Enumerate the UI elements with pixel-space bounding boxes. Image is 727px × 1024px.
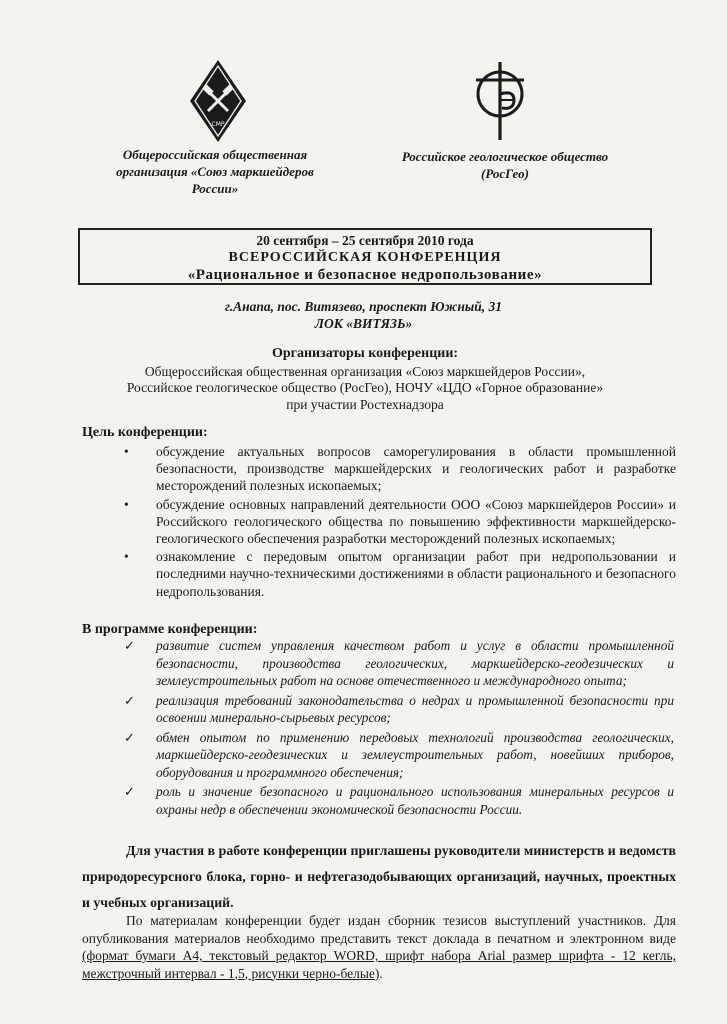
left-org-line-3: России» <box>191 181 239 196</box>
conference-banner <box>78 228 652 285</box>
right-org-line-2: (РосГео) <box>481 166 529 181</box>
organizers-heading: Организаторы конференции: <box>271 346 459 361</box>
organizers-line-3: при участии Ростехнадзора <box>286 396 444 412</box>
checkmark-icon: ✓ <box>124 729 135 745</box>
left-organization-name <box>90 146 340 197</box>
program-heading: В программе конференции: <box>82 622 258 637</box>
conference-type: ВСЕРОССИЙСКАЯ КОНФЕРЕНЦИЯ <box>228 250 502 265</box>
checkmark-icon: ✓ <box>124 692 135 708</box>
goal-text: обсуждение актуальных вопросов саморегулирования в области промышленной безопасности, производстве маркшейдерских и геологических работ и разработке месторождений полезных ископаемых; <box>156 444 676 494</box>
right-organization-name <box>380 148 630 182</box>
left-org-line-2: организация «Союз маркшейдеров <box>116 164 314 179</box>
goal-text: ознакомление с передовым опытом организации работ при недропользовании и последними научно-техническими достижениями в области рационального и безопасного недропользования. <box>156 549 676 599</box>
checkmark-icon: ✓ <box>124 784 135 799</box>
right-org-line-1: Российское геологическое общество <box>401 149 609 164</box>
rosgeo-emblem-icon <box>470 58 530 142</box>
list-item <box>122 783 674 818</box>
program-text: развитие систем управления качеством работ и услуг в области промышленной безопасности, производства геологических, маркшейдерско-геодезических и землеустроительных работ на основе отечественного и международного опыта; <box>156 638 674 688</box>
left-logo-text: СМР <box>211 121 225 128</box>
list-item <box>118 548 676 600</box>
left-org-line-1: Общероссийская общественная <box>122 147 308 162</box>
publication-paragraph <box>82 912 676 982</box>
goal-text: обсуждение основных направлений деятельности ООО «Союз маркшейдеров России» и Российского геологического общества по повышению эффективности маркшейдерско-геологического обеспечения разработки месторождений полезных ископаемых; <box>156 496 676 547</box>
bullet-icon: • <box>124 496 129 512</box>
list-item <box>118 443 676 495</box>
bullet-icon: • <box>124 549 129 565</box>
venue-place: ЛОК «ВИТЯЗЬ» <box>314 316 413 331</box>
organizers-section <box>100 346 630 413</box>
invitation-paragraph: Для участия в работе конференции приглашены руководители министерств и ведомств природоресурсного блока, горно- и нефтегазодобывающих организаций, научных, проектных и учебных организаций. <box>82 843 676 910</box>
hammer-pick-diamond-icon <box>188 58 248 144</box>
program-text: реализация требований законодательства о недрах и промышленной безопасности при освоении минерально-сырьевых ресурсов; <box>156 692 674 725</box>
list-item <box>118 496 676 548</box>
conference-dates: 20 сентября – 25 сентября 2010 года <box>256 233 474 248</box>
program-list <box>122 637 674 820</box>
bullet-icon: • <box>124 444 129 459</box>
goals-list <box>118 443 676 601</box>
goals-heading: Цель конференции: <box>82 425 208 440</box>
list-item <box>122 692 674 727</box>
venue <box>0 298 727 332</box>
program-text: роль и значение безопасного и рационального использования минеральных ресурсов и охраны недр в обеспечении экономической безопасности России. <box>156 784 674 817</box>
program-text: обмен опытом по применению передовых технологий производства геологических, маркшейдерско-геодезических и землеустроительных работ, новейших приборов, оборудования и программного обеспечения; <box>156 729 674 780</box>
organizers-line-1: Общероссийская общественная организация «Союз маркшейдеров России», <box>144 363 586 379</box>
publication-end: . <box>379 965 383 981</box>
list-item <box>122 637 674 690</box>
format-requirements: (формат бумаги А4, текстовый редактор WORD, шрифт набора Arial размер шрифта - 12 кегль, межстрочный интервал - 1,5, рисунки черно-белые) <box>82 948 676 981</box>
list-item <box>122 729 674 782</box>
organizers-line-2: Российское геологическое общество (РосГео), НОЧУ «ЦДО «Горное образование» <box>126 380 604 395</box>
publication-text: По материалам конференции будет издан сборник тезисов выступлений участников. Для опубликования материалов необходимо представить текст доклада в печатном и электронном виде <box>82 913 676 946</box>
conference-title: «Рациональное и безопасное недропользование» <box>187 267 543 283</box>
venue-address: г.Анапа, пос. Витязево, проспект Южный, 31 <box>224 299 503 314</box>
checkmark-icon: ✓ <box>124 638 135 653</box>
